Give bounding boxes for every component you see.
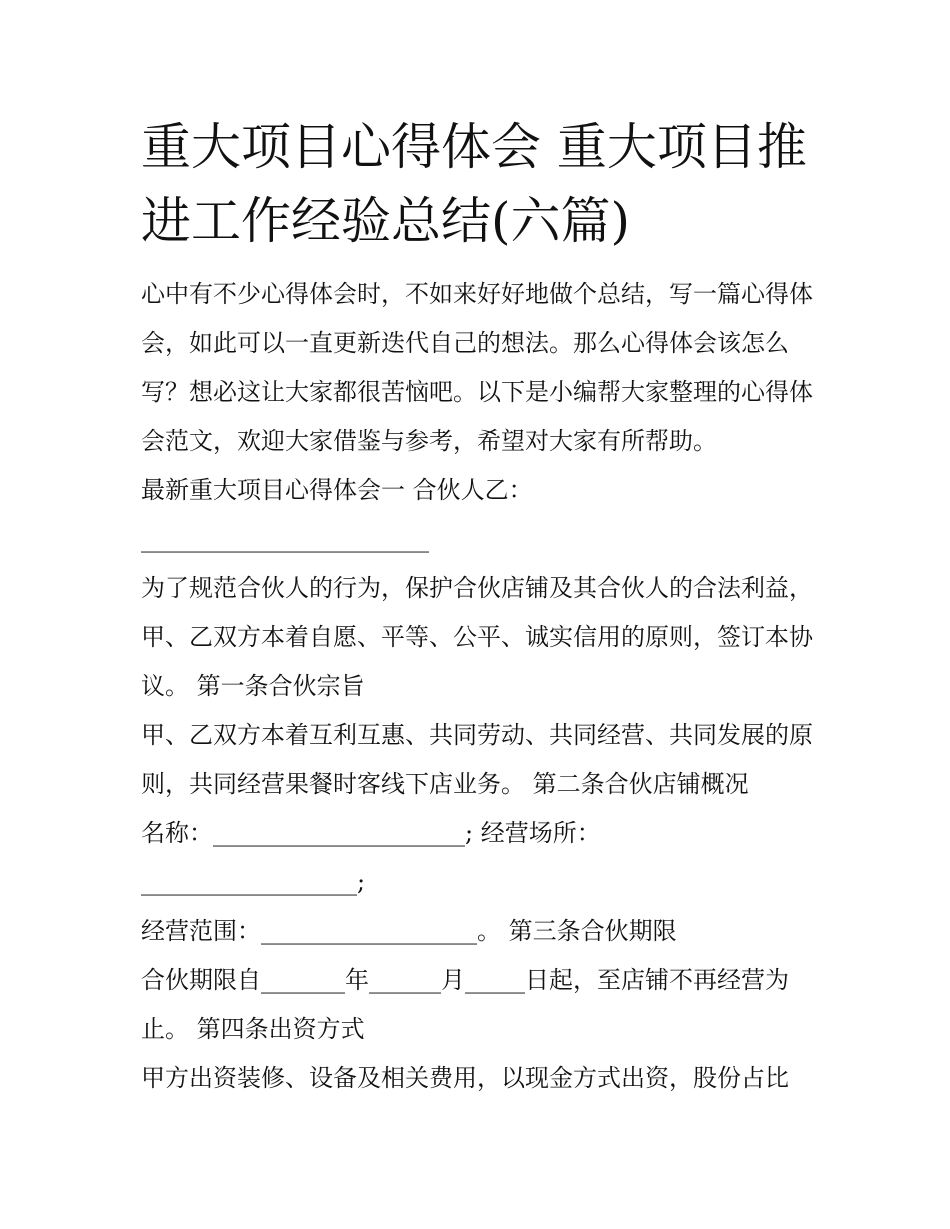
intro-paragraph: 心中有不少心得体会时，不如来好好地做个总结，写一篇心得体会，如此可以一直更新迭代自己的想法。那么心得体会该怎么写？想必这让大家都很苦恼吧。以下是小编帮大家整理的心得体会范文，欢迎大家借鉴与参考，希望对大家有所帮助。 [141,280,813,455]
document-title: 重大项目心得体会 重大项目推进工作经验总结(六篇) [141,118,807,250]
signature-blank: ________________________ [141,525,429,553]
section-heading: 最新重大项目心得体会一 合伙人乙： [141,476,533,504]
term-paragraph: 合伙期限自_______年______月_____日起，至店铺不再经营为止。 第四条出资方式 [141,966,789,1043]
purpose-paragraph: 为了规范合伙人的行为，保护合伙店铺及其合伙人的合法利益，甲、乙双方本着自愿、平等、公平、诚实信用的原则，签订本协议。 第一条合伙宗旨 [141,574,813,700]
investment-paragraph: 甲方出资装修、设备及相关费用，以现金方式出资，股份占比 [141,1064,789,1092]
business-scope-paragraph: 经营范围：__________________。 第三条合伙期限 [141,917,677,945]
document-page [141,110,821,1103]
store-info-paragraph: 名称：_____________________; 经营场所：__________________; [141,819,601,896]
principle-paragraph: 甲、乙双方本着互利互惠、共同劳动、共同经营、共同发展的原则，共同经营果餐时客线下店业务。 第二条合伙店铺概况 [141,721,813,798]
